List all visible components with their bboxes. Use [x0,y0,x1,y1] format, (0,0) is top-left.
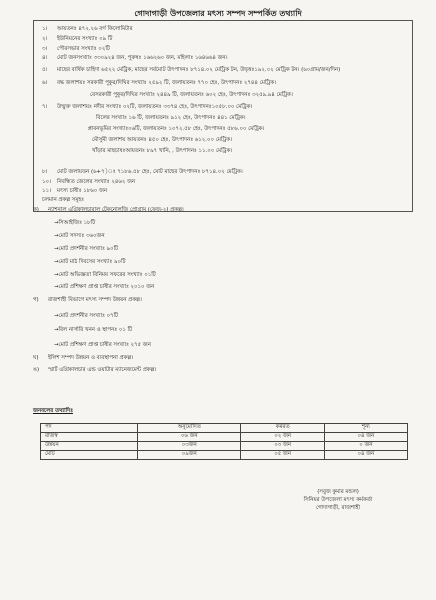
list-item [33,355,133,362]
item-text: রাজশাহী বিভাগে মৎস্য সম্পদ উন্নয়ন প্রকল্প। [48,297,142,303]
item-number: ৫। [42,67,48,73]
list-item [92,137,232,144]
item-text: বদ্ধ জলাশয়ঃ সরকারী পুকুর/দিঘির সংখ্যাঃ ২৫৯২ টি, জলায়তনঃ ৭৭০ হেঃ, উৎপাদনঃ ২৭৪৪ মেট্রিক। [57,80,276,86]
item-text: পৌরসভার সংখ্যাঃ ০২টি [57,46,110,52]
list-item [54,272,156,279]
item-text: →মোট সদস্যঃ ৩৬০জন [54,233,105,239]
list-item [54,342,151,349]
item-number: ৬। [42,80,48,86]
table-cell: ০৩জন [138,442,241,451]
list-item [54,313,118,320]
item-text: →মোট প্রদর্শনীর সংখ্যাঃ ০৭টি [54,313,119,319]
item-number: ৭। [42,104,48,110]
item-text: নিবন্ধিত জেলের সংখ্যাঃ ২৪৬২ জন [57,179,136,185]
item-number: ঘ) [33,355,39,361]
item-text: স্মার্ট এগ্রিকালচার এন্ড ওয়াটার ম্যানেজমেন্ট প্রকল্প। [48,367,157,373]
table-cell: ০৯জন [138,451,241,460]
list-item [54,284,154,291]
item-number: ক) [33,207,39,213]
table-row [41,433,408,442]
list-item [42,104,252,111]
list-item [92,148,232,155]
table-cell: ০৩ জন [241,442,324,451]
item-text: খাঁড়ার মাছচাষঃআয়তনঃ ৮৯৭ খানি, , উৎপাদনঃ ১১.০০ মেট্রিক। [92,148,233,154]
signatory-name: (সবুজ কুমার মন্ডল) [317,489,359,495]
item-number: ২। [42,36,48,42]
list-item [33,207,184,214]
item-text: →মোট প্রশিক্ষণ প্রাপ্ত চাষীর সংখ্যাঃ ২৭৫ জন [54,342,151,348]
table-cell: রাজস্ব [41,433,138,442]
item-number: ৩। [42,46,48,52]
item-text: ইউনিয়নের সংখ্যাঃ ০৯ টি [57,36,113,42]
table-cell: উন্নয়ন [41,442,138,451]
item-text: মৌসুমী জলাশয় আয়তনঃ ৪৫০ হেঃ, উৎপাদনঃ ৬১২.০০ মেট্রিক। [92,137,232,143]
item-text: ন্যাশনাল এগ্রিকালচারাল টেকনোলজি প্রোগ্রাম (ফেজ-২) প্রকল্প। [48,207,184,213]
table-header: শূন্য [324,424,407,433]
item-number: গ) [33,297,39,303]
item-text: প্লাবনভূমির সংখ্যাঃ০৬টি, জলায়তনঃ ১০৭২.৫৮ হেঃ, উৎপাদনঃ ৫৮৬.০০ মেট্রিক। [88,126,265,132]
table-cell: মোট [41,451,138,460]
table-header: পদ [41,424,138,433]
table-row [41,442,408,451]
list-item [42,169,243,176]
list-item [54,327,132,334]
table-cell: ০৫ জন [241,451,324,460]
item-number: ১। [42,26,48,32]
staff-table [40,423,408,460]
page-title: গোদাগাড়ী উপজেলার মৎস্য সম্পদ সম্পর্কিত তথ্যাদি [134,9,302,18]
staff-heading: জনবলের তথ্যাদিঃ [33,408,73,414]
list-item [42,46,110,53]
list-item [33,367,156,374]
item-number: ৪। [42,55,48,61]
list-item [42,36,112,43]
table-header-row [41,424,408,433]
table-row [41,451,408,460]
table-header: কর্মরত [241,424,324,433]
table-cell: ০৬ জন [138,433,241,442]
table-cell: ০৪ জন [324,433,407,442]
list-item [96,115,246,122]
item-text: →সিআইজিঃ ১৮টি [54,220,96,226]
list-item [90,92,293,99]
list-item [54,259,125,266]
list-item [33,297,142,304]
item-text: →মোট অভিজ্ঞতা বিনিময় সফরের সংখ্যাঃ ০১টি [54,272,156,278]
list-item [42,197,84,204]
list-item [42,179,135,186]
list-item [42,26,133,33]
list-item [42,67,340,74]
item-number: ১০। [42,179,51,185]
item-number: ৮। [42,169,48,175]
table-cell: ০৪ জন [324,451,407,460]
list-item [54,246,118,253]
table-cell: ০২ জন [241,433,324,442]
item-text: মোট জনসংখ্যাঃ ৩৩০৯২৪ জন, পুরুষঃ ১৬৬২৬০ জন, মহিলাঃ ১৬৪৬৬৪ জন। [57,55,228,61]
item-text: মৎস্য চাষীঃ ১৮৬০ জন [57,188,108,194]
list-item [54,220,95,227]
signatory-designation: সিনিয়র উপজেলা মৎস্য কর্মকর্তা [303,497,373,503]
item-text: বেসরকারী পুকুর/দিঘির সংখ্যাঃ ২৪৪৯ টি, জলায়তনঃ ৬০২ হেঃ, উৎপাদনঃ ৩২৫৯.৯৪ মেট্রিক। [90,92,293,98]
table-header: অনুমোদিত [138,424,241,433]
item-text: ইলিশ সম্পদ উন্নয়ন ও ব্যবস্থাপনা প্রকল্প। [48,355,134,361]
item-text: আয়তনঃ ৪৭২.২৬ বর্গ কিলোমিটার [57,26,133,32]
list-item [54,233,105,240]
list-item [42,80,276,87]
list-item [42,55,228,62]
item-text: →বিল নার্সারি খনন ও স্থাপনঃ ০১ টি [54,327,133,333]
item-text: বিলের সংখ্যাঃ ১৬ টি, জলায়তনঃ ৯১২ হেঃ, উৎপাদনঃ ৪৪১ মেট্রিক। [96,115,246,121]
item-text: →মোট মাঠ দিবসের সংখ্যাঃ ৯০টি [54,259,126,265]
item-text: মোট জলায়তন (৬+৭)ঃ ৭১৮৬.৫৮ হেঃ, মোট মাছের উৎপাদনঃ ৮৭১৪.০২ মেট্রিক। [57,169,243,175]
item-text: চলমান প্রকল্প সমূহঃ [42,197,85,203]
item-number: ১১। [42,188,51,194]
signatory-location: গোদাগাড়ী, রাজশাহী [315,505,361,511]
item-text: →মোট প্রদর্শনীর সংখ্যাঃ ৯০টি [54,246,119,252]
table-cell: ০ জন [324,442,407,451]
item-text: উন্মুক্ত জলাশয়ঃ নদীর সংখ্যাঃ ০২টি, জলায়তনঃ ৩৩৭৪ হেঃ, উৎপাদনঃ১০৫৮.০০ মেট্রিক। [57,104,253,110]
list-item [42,188,107,195]
list-item [88,126,264,133]
item-text: মাছের বার্ষিক চাহিদা ৬৫২২ মেট্রিক, মাছের সর্বমোট উৎপাদনঃ ৮৭১৪.০২ মেট্রিক টন, উদ্বৃত্তঃ১৯২.০২ মেট্রিক টন। (৬০গ্রাম/জন/দিন) [57,67,341,73]
item-text: →মোট প্রশিক্ষণ প্রাপ্ত চাষীর সংখ্যাঃ ২০১০ জন [54,284,155,290]
item-number: ঙ) [33,367,40,373]
